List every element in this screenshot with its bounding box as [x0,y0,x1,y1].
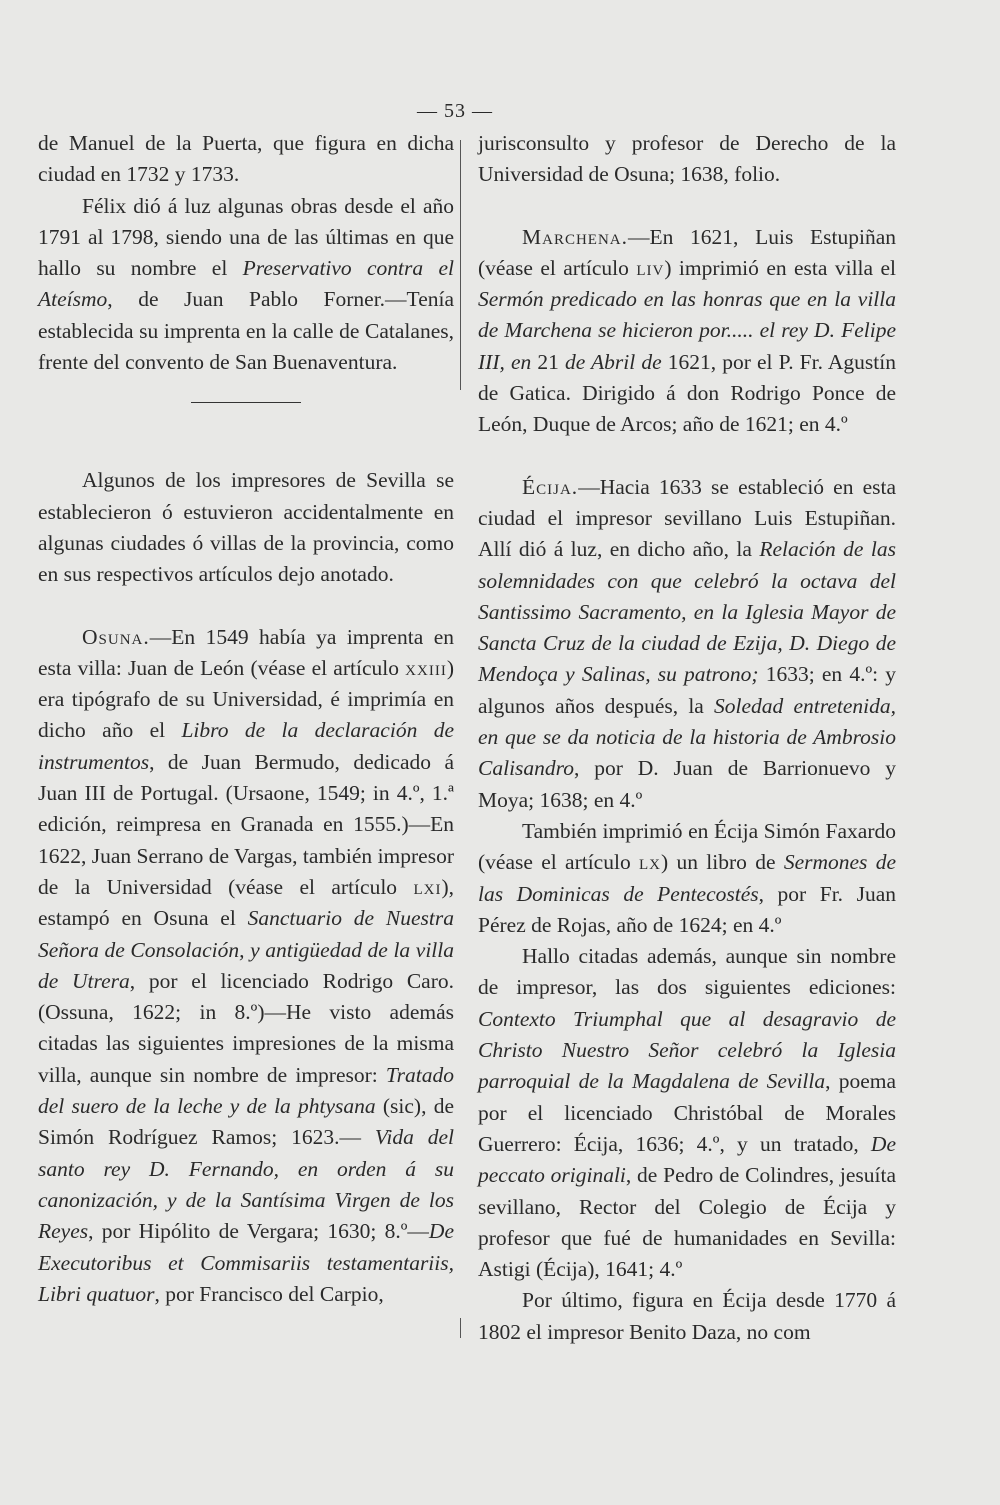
book-title: Vida del santo rey D. Fernando, en orden á su canonización, y de la Santísima Virgen de los Reyes [38,1125,454,1244]
paragraph: Algunos de los impresores de Sevilla se establecieron ó estuvieron accidentalmente en algunas ciudades ó villas de la provincia, como en sus respectivos artículos dejo anotado. [38,468,454,587]
text: —En 1621, Luis Estupiñan (véase el artículo [478,224,896,280]
text: ) era tipógrafo de su Universidad, é imprimía en dicho año el [38,655,454,743]
place-heading: Osuna. [82,624,150,649]
book-title: Contexto Triumphal que al desagravio de Christo Nuestro Señor celebró la Iglesia parroquial de la Magdalena de Sevilla [478,1006,896,1094]
place-heading: Écija. [522,474,579,499]
text: , de Juan Pablo Forner.—Tenía establecida su imprenta en la calle de Catalanes, frente del convento de San Buenaventura. [38,287,454,375]
text: 21 [531,349,565,374]
text: , por D. Juan de Barrionuevo y Moya; 1638; en 4.º [478,756,896,812]
spacer [38,591,454,622]
right-column [478,128,896,1348]
left-column [38,128,454,1310]
paragraph: Por último, figura en Écija desde 1770 á 1802 el impresor Benito Daza, no com [478,1288,896,1344]
paragraph: de Manuel de la Puerta, que figura en dicha ciudad en 1732 y 1733. [38,131,454,187]
book-title: Sermón predicado en las honras que en la villa de Marchena se hicieron por..... el rey D. Felipe III, en [478,287,896,374]
text: También imprimió en Écija Simón Faxardo (véase el artículo [478,818,896,875]
book-title: Preservativo contra el Ateísmo [38,256,454,312]
article-ref: lx [639,850,662,875]
paragraph: jurisconsulto y profesor de Derecho de la Universidad de Osuna; 1638, folio. [478,131,896,187]
text: 1633; en 4.º: y algunos años después, la [478,662,897,718]
paragraph [478,472,896,816]
page-number: — 53 — [417,100,493,122]
article-ref: liv [636,255,665,280]
spacer [478,191,896,222]
text: ) imprimió en esta villa el [664,255,896,280]
book-title: Soledad entretenida, en que se da noticia de la historia de Ambrosio Calisandro [478,693,896,781]
place-heading: Marchena. [522,224,628,249]
text: , por Hipólito de Vergara; 1630; 8.º— [88,1219,429,1244]
text: Félix dió á luz algunas obras desde el año 1791 al 1798, siendo una de las últimas en que hallo su nombre el [38,193,454,281]
book-title: de Abril de [565,349,662,374]
text: , por Francisco del Carpio, [154,1281,384,1306]
book-title: Tratado del suero de la leche y de la phtysana [38,1062,454,1119]
spacer [478,441,896,472]
article-ref: xxiii [405,655,447,680]
book-title: Sanctuario de Nuestra Señora de Consolación, y antigüedad de la villa de Utrera [38,906,454,993]
text: —En 1549 había ya imprenta en esta villa: Juan de León (véase el artículo [38,624,454,680]
paragraph [38,191,454,379]
book-title: Libro de la declaración de instrumentos [38,718,454,774]
text: —Hacia 1633 se estableció en esta ciudad el impresor sevillano Luis Estupiñan. Allí dió á luz, en dicho año, la [478,474,896,562]
book-title: Relación de las solemnidades con que celebró la octava del Santissimo Sacramento, en la Iglesia Mayor de Sancta Cruz de la ciudad de Ezija, D. Diego de Mendoça y Salinas, su patrono; [478,537,896,687]
text: 1621, por el P. Fr. Agustín de Gatica. Dirigido á don Rodrigo Ponce de León, Duque de Arcos; año de 1621; en 4.º [478,349,896,437]
column-divider-lower [460,1318,461,1338]
article-ref: lxi [413,874,442,899]
text: ) un libro de [661,850,784,875]
text: (sic), de Simón Rodríguez Ramos; 1623.— [38,1094,454,1150]
text: , por el licenciado Rodrigo Caro. (Ossuna, 1622; in 8.º)—He visto además citadas las siguientes impresiones de la misma villa, aunque sin nombre de impresor: [38,968,454,1087]
book-title: De Executoribus et Commisariis testamentariis, Libri quatuor [38,1219,454,1306]
spacer [38,403,454,465]
text: ), estampó en Osuna el [38,874,454,931]
text: , poema por el licenciado Christóbal de Morales Guerrero: Écija, 1636; 4.º, y un tratado, [478,1069,897,1156]
paragraph [478,222,896,441]
paragraph [478,941,896,1285]
text: , de Juan Bermudo, dedicado á Juan III de Portugal. (Ursaone, 1549; in 4.º, 1.ª edición, reimpresa en Granada en 1555.)—En 1622, Juan Serrano de Vargas, también impresor de la Universidad (véase el artículo [38,749,454,899]
text: Hallo citadas además, aunque sin nombre de impresor, las dos siguientes ediciones: [478,944,896,1000]
book-title: De peccato originali [478,1131,896,1188]
paragraph [478,816,896,941]
column-divider [460,140,461,390]
book-title: Sermones de las Dominicas de Pentecostés [478,850,897,906]
text: , por Fr. Juan Pérez de Rojas, año de 1624; en 4.º [478,881,897,937]
text: , de Pedro de Colindres, jesuíta sevillano, Rector del Colegio de Écija y profesor que fué de humanidades en Sevilla: Astigi (Écija), 1641; 4.º [478,1163,896,1282]
paragraph [38,622,454,1311]
